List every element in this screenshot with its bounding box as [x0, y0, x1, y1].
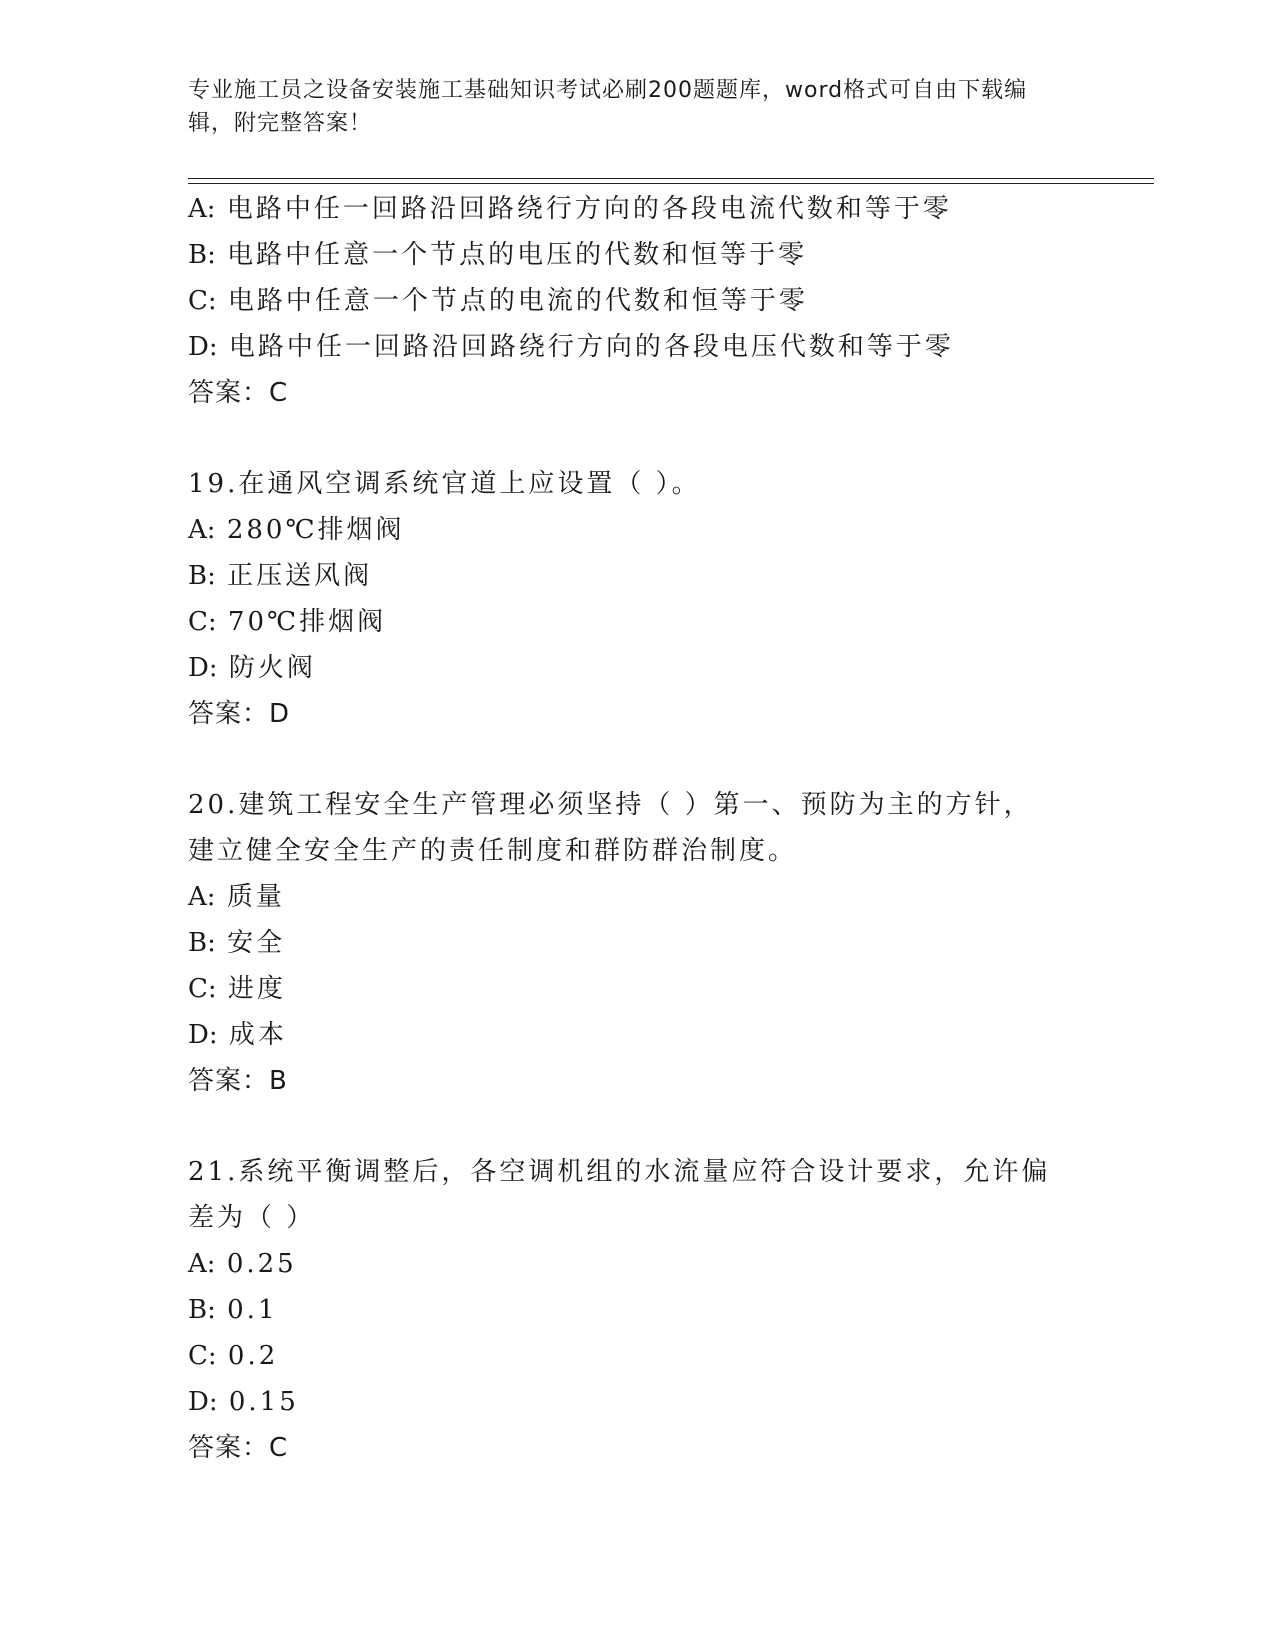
option-a: A: 0.25 — [188, 1249, 297, 1279]
option-b: B: 电路中任意一个节点的电压的代数和恒等于零 — [188, 240, 808, 270]
question-18-continued — [188, 186, 1088, 416]
answer-line: 答案：C — [188, 378, 289, 408]
question-stem: 21.系统平衡调整后，各空调机组的水流量应符合设计要求，允许偏差为（ ） — [188, 1157, 1051, 1233]
option-c: C: 电路中任意一个节点的电流的代数和恒等于零 — [188, 286, 808, 316]
question-21 — [188, 1149, 1088, 1471]
option-b: B: 0.1 — [188, 1295, 278, 1325]
question-20 — [188, 782, 1088, 1104]
question-19 — [188, 461, 1088, 737]
header-rule-bottom — [188, 183, 1154, 184]
document-title: 专业施工员之设备安装施工基础知识考试必刷200题题库，word格式可自由下载编辑，附完整答案！ — [188, 78, 1028, 136]
option-b: B: 正压送风阀 — [188, 561, 373, 591]
option-c: C: 0.2 — [188, 1341, 279, 1371]
option-b: B: 安全 — [188, 928, 286, 958]
option-a: A: 质量 — [188, 882, 285, 912]
option-a: A: 280℃排烟阀 — [188, 515, 405, 545]
question-stem: 19.在通风空调系统官道上应设置（ ）。 — [188, 469, 701, 499]
option-a: A: 电路中任一回路沿回路绕行方向的各段电流代数和等于零 — [188, 194, 952, 224]
answer-line: 答案：D — [188, 699, 291, 729]
header-rule-top — [188, 178, 1154, 179]
option-d: D: 防火阀 — [188, 653, 316, 683]
question-list — [188, 186, 1088, 1471]
question-stem: 20.建筑工程安全生产管理必须坚持（ ）第一、预防为主的方针，建立健全安全生产的责任制度和群防群治制度。 — [188, 790, 1033, 866]
option-d: D: 成本 — [188, 1020, 287, 1050]
option-c: C: 70℃排烟阀 — [188, 607, 387, 637]
answer-line: 答案：C — [188, 1433, 289, 1463]
option-c: C: 进度 — [188, 974, 286, 1004]
option-d: D: 0.15 — [188, 1387, 299, 1417]
answer-line: 答案：B — [188, 1066, 288, 1096]
option-d: D: 电路中任一回路沿回路绕行方向的各段电压代数和等于零 — [188, 332, 954, 362]
